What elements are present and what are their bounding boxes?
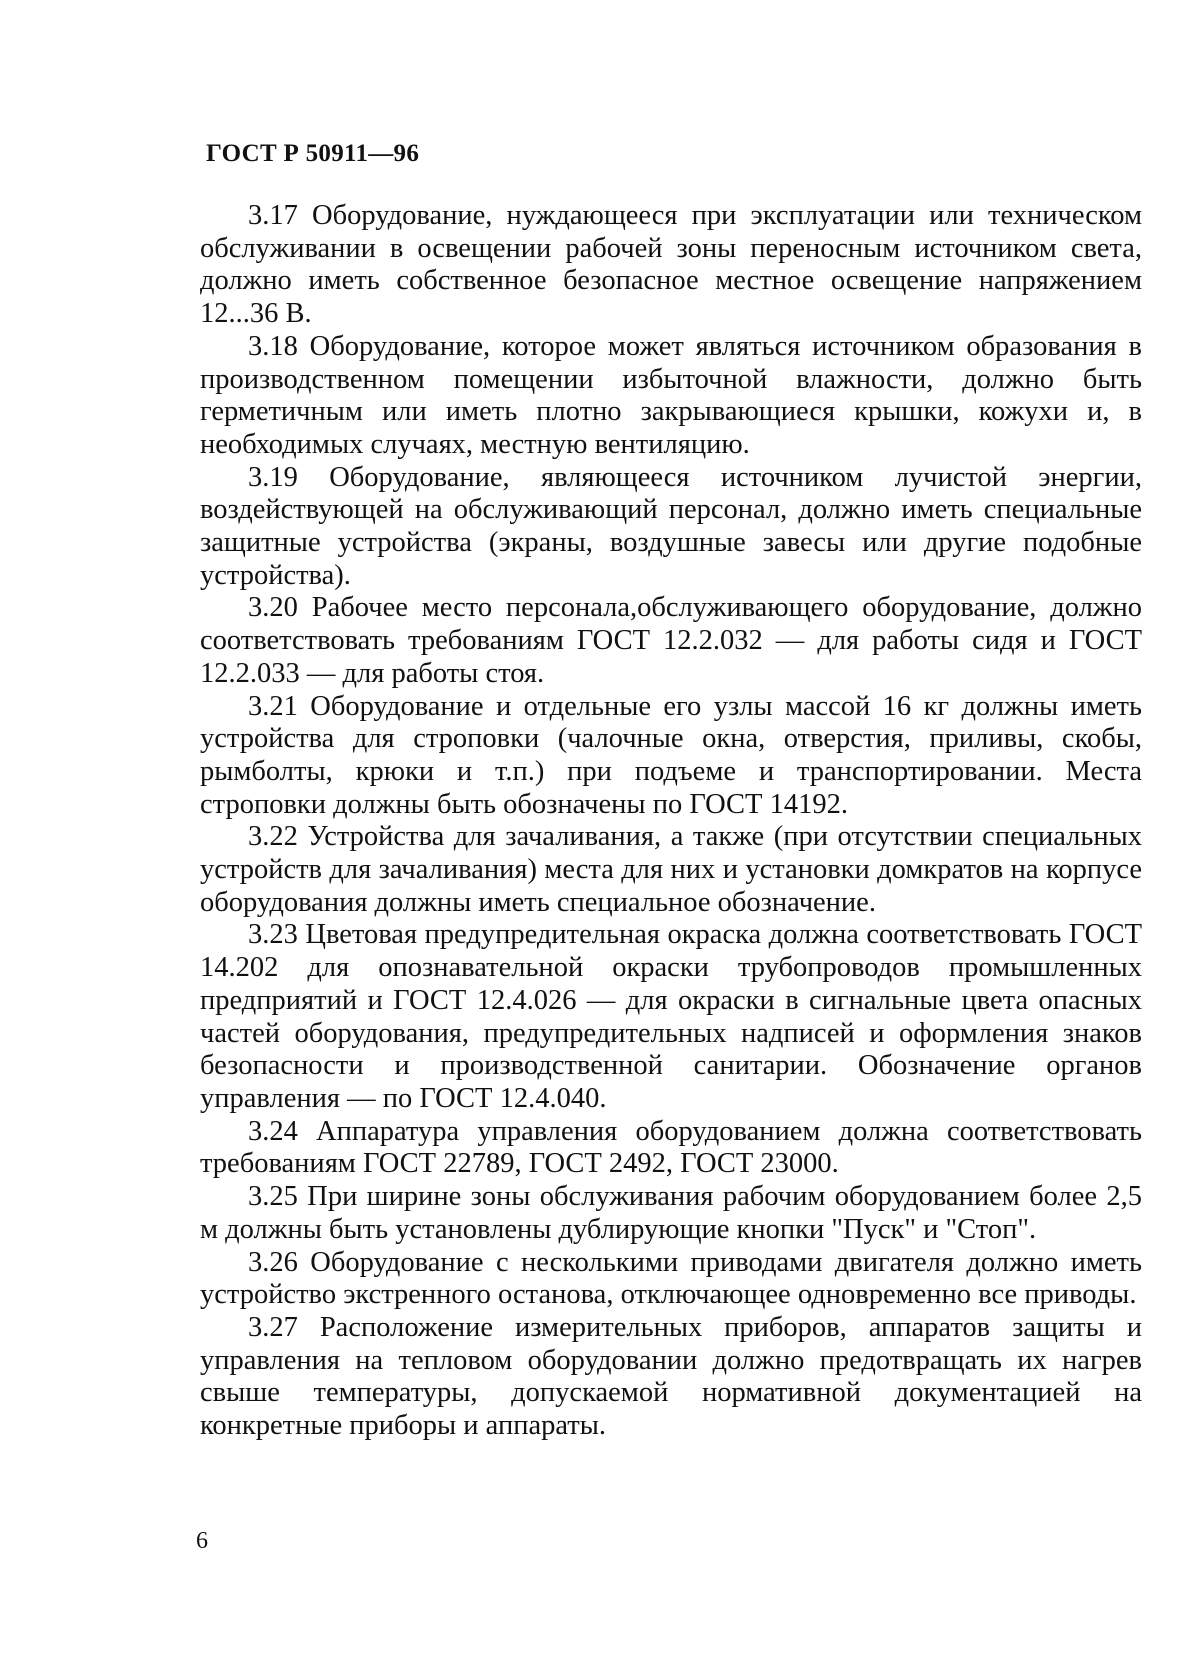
paragraph-3-27: 3.27 Расположение измерительных приборов, аппаратов защиты и управления на тепловом оборудовании должно предотвращать их нагрев свыше температуры, допускаемой нормативной документацией на конкретные приборы и аппараты. xyxy=(200,1311,1142,1442)
paragraph-3-22: 3.22 Устройства для зачаливания, а также (при отсутствии специальных устройств для зачаливания) места для них и установки домкратов на корпусе оборудования должны иметь специальное обозначение. xyxy=(200,821,1142,918)
paragraph-3-25: 3.25 При ширине зоны обслуживания рабочим оборудованием более 2,5 м должны быть установлены дублирующие кнопки "Пуск" и "Стоп". xyxy=(200,1181,1142,1245)
page-header: ГОСТ Р 50911—96 xyxy=(206,140,420,167)
page-number: 6 xyxy=(196,1528,208,1554)
paragraph-3-21: 3.21 Оборудование и отдельные его узлы массой 16 кг должны иметь устройства для строповки (чалочные окна, отверстия, приливы, скобы, рымболты, крюки и т.п.) при подъеме и транспортировании. Места строповки должны быть обозначены по ГОСТ 14192. xyxy=(200,690,1142,820)
paragraph-3-19: 3.19 Оборудование, являющееся источником лучистой энергии, воздействующей на обслуживающий персонал, должно иметь специальные защитные устройства (экраны, воздушные завесы или другие подобные устройства). xyxy=(200,461,1142,591)
body-text xyxy=(200,200,1142,1443)
paragraph-3-17: 3.17 Оборудование, нуждающееся при эксплуатации или техническом обслуживании в освещении рабочей зоны переносным источником света, должно иметь собственное безопасное местное освещение напряжением 12...36 В. xyxy=(200,200,1142,330)
paragraph-3-18: 3.18 Оборудование, которое может являться источником образования в производственном помещении избыточной влажности, должно быть герметичным или иметь плотно закрывающиеся крышки, кожухи и, в необходимых случаях, местную вентиляцию. xyxy=(200,330,1142,460)
paragraph-3-26: 3.26 Оборудование с несколькими приводами двигателя должно иметь устройство экстренного останова, отключающее одновременно все приводы. xyxy=(200,1246,1142,1311)
paragraph-3-24: 3.24 Аппаратура управления оборудованием должна соответствовать требованиям ГОСТ 22789, ГОСТ 2492, ГОСТ 23000. xyxy=(200,1115,1142,1180)
paragraph-3-23: 3.23 Цветовая предупредительная окраска должна соответствовать ГОСТ 14.202 для опознавательной окраски трубопроводов промышленных предприятий и ГОСТ 12.4.026 — для окраски в сигнальные цвета опасных частей оборудования, предупредительных надписей и оформления знаков безопасности и производственной санитарии. Обозначение органов управления — по ГОСТ 12.4.040. xyxy=(200,919,1142,1114)
paragraph-3-20: 3.20 Рабочее место персонала,обслуживающего оборудование, должно соответствовать требованиям ГОСТ 12.2.032 — для работы сидя и ГОСТ 12.2.033 — для работы стоя. xyxy=(200,592,1142,689)
